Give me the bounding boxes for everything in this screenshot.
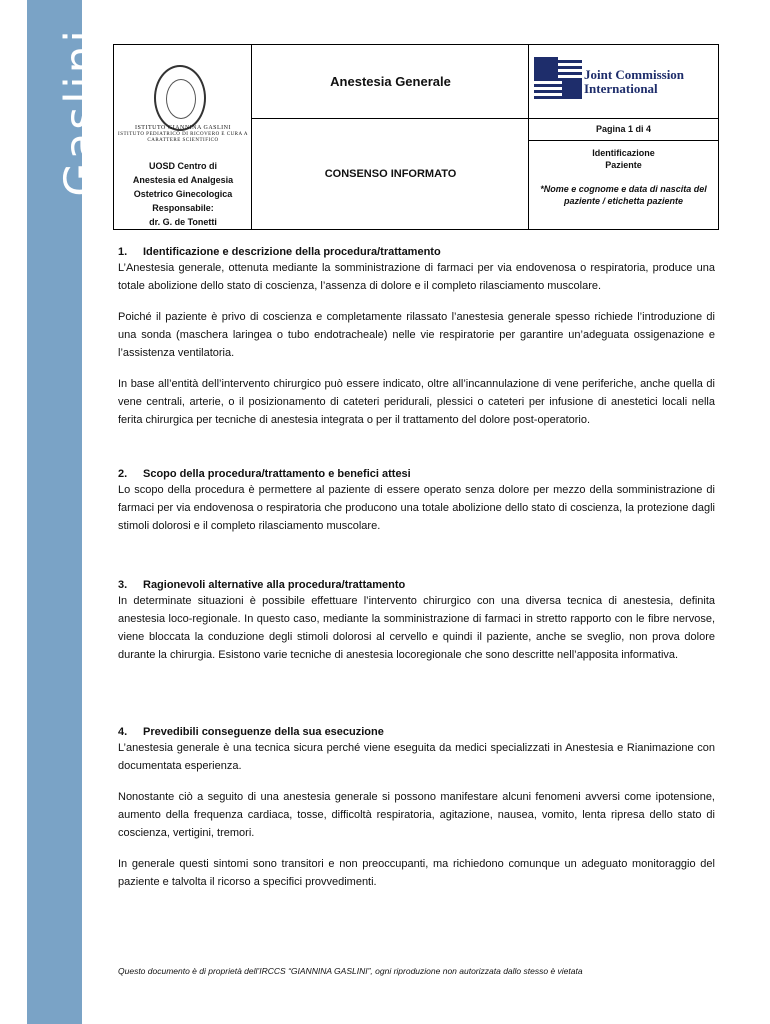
title-cell — [252, 45, 529, 229]
document-title: Anestesia Generale — [252, 45, 529, 119]
section-title — [118, 579, 715, 592]
paragraph: L’anestesia generale è una tecnica sicura perché viene eseguita da medici specializzati in Anestesia e Rianimazione con documentata esperienza. — [118, 742, 715, 772]
brand-logo-text: Gaslini — [55, 27, 107, 197]
section-title-text: Identificazione e descrizione della procedura/trattamento — [143, 246, 441, 258]
jci-line1: Joint Commission — [584, 67, 685, 82]
section-2 — [118, 468, 715, 548]
section-title-text: Scopo della procedura/trattamento e benefici attesi — [143, 468, 411, 480]
unit-line: Ostetrico Ginecologica — [133, 189, 233, 199]
institute-logo-cell — [114, 45, 252, 229]
jci-logo — [529, 45, 718, 119]
paragraph: In determinate situazioni è possibile effettuare l’intervento chirurgico con una diversa tecnica di anestesia, definita anestesia loco-regionale. In questo caso, mediante la somministrazione di farmaci in stretto rapporto con le fibre nervose, viene bloccata la conduzione degli stimoli dolorosi al cervello e quindi il paziente, anche se sveglio, non prova dolore durante la chirurgia. Esistono varie tecniche di anestesia locoregionale che sono descritte nell’apposita informativa. — [118, 595, 715, 661]
ident-note: *Nome e cognome e data di nascita del paziente / etichetta paziente — [540, 184, 707, 206]
ident-label: Identificazione — [592, 148, 655, 158]
institute-name — [114, 125, 252, 144]
section-number: 1. — [118, 246, 128, 258]
section-title — [118, 246, 715, 259]
section-title-text: Prevedibili conseguenze della sua esecuzione — [143, 726, 384, 738]
section-3 — [118, 579, 715, 677]
ident-label-2: Paziente — [605, 160, 642, 170]
paragraph: Lo scopo della procedura è permettere al paziente di essere operato senza dolore per mezzo della somministrazione di farmaci per via endovenosa o respiratoria che producono una totale abolizione dello stato di coscienza, la protezione dagli stimoli dolorosi e il completo rilasciamento muscolare. — [118, 484, 715, 532]
institute-seal-icon — [154, 65, 206, 131]
section-4 — [118, 726, 715, 904]
paragraph: L’Anestesia generale, ottenuta mediante la somministrazione di farmaci per via endovenosa o respiratoria, produce una totale abolizione dello stato di coscienza, l’assenza di dolore e il completo rilasciamento muscolare. — [118, 262, 715, 292]
brand-sidebar — [27, 0, 107, 1024]
section-number: 4. — [118, 726, 128, 738]
section-title — [118, 468, 715, 481]
patient-identification — [529, 141, 718, 229]
footer-note: Questo documento è di proprietà dell’IRCCS “GIANNINA GASLINI”, ogni riproduzione non autorizzata dallo stesso è vietata — [118, 966, 583, 976]
unit-line: UOSD Centro di — [148, 161, 217, 171]
section-title — [118, 726, 715, 739]
paragraph: Poiché il paziente è privo di coscienza e completamente rilassato l’anestesia generale spesso richiede l’introduzione di una sonda (maschera laringea o tubo endotracheale) nelle vie respiratorie per garantire un’adeguata ossigenazione e l’assistenza ventilatoria. — [118, 311, 715, 359]
section-title-text: Ragionevoli alternative alla procedura/trattamento — [143, 579, 406, 591]
institute-name-main: ISTITUTO GIANNINA GASLINI — [134, 125, 232, 131]
unit-line: dr. G. de Tonetti — [149, 217, 217, 227]
page-number: Pagina 1 di 4 — [529, 119, 718, 141]
unit-info — [114, 159, 252, 229]
right-header-cell — [529, 45, 718, 229]
unit-line: Anestesia ed Analgesia — [132, 175, 234, 185]
jci-wordmark — [584, 68, 714, 96]
section-number: 3. — [118, 579, 128, 591]
paragraph: In generale questi sintomi sono transitori e non preoccupanti, ma richiedono comunque un adeguato monitoraggio del paziente e talvolta il ricorso a specifici provvedimenti. — [118, 858, 715, 888]
paragraph: In base all’entità dell’intervento chirurgico può essere indicato, oltre all’incannulazione di vene periferiche, anche quella di vene centrali, arterie, o il posizionamento di cateteri peridurali, plessici o cateteri per infusione di anestetici locali nella ferita chirurgica per tecniche di anestesia integrata o per il trattamento del dolore post-operatorio. — [118, 378, 715, 426]
institute-name-sub: ISTITUTO PEDIATRICO DI RICOVERO E CURA A CARATTERE SCIENTIFICO — [118, 132, 248, 143]
unit-line: Responsabile: — [152, 203, 214, 213]
jci-mark-icon — [534, 57, 582, 99]
document-header — [113, 44, 719, 230]
jci-line2: International — [584, 81, 658, 96]
document-subtitle: CONSENSO INFORMATO — [324, 168, 457, 180]
paragraph: Nonostante ciò a seguito di una anestesia generale si possono manifestare alcuni fenomeni avversi come ipotensione, aumento della frequenza cardiaca, tosse, difficoltà respiratoria, agitazione, nausea, vomito, lenta ripresa dello stato di coscienza, vertigini, tremori. — [118, 791, 715, 839]
section-1 — [118, 246, 715, 442]
section-number: 2. — [118, 468, 128, 480]
